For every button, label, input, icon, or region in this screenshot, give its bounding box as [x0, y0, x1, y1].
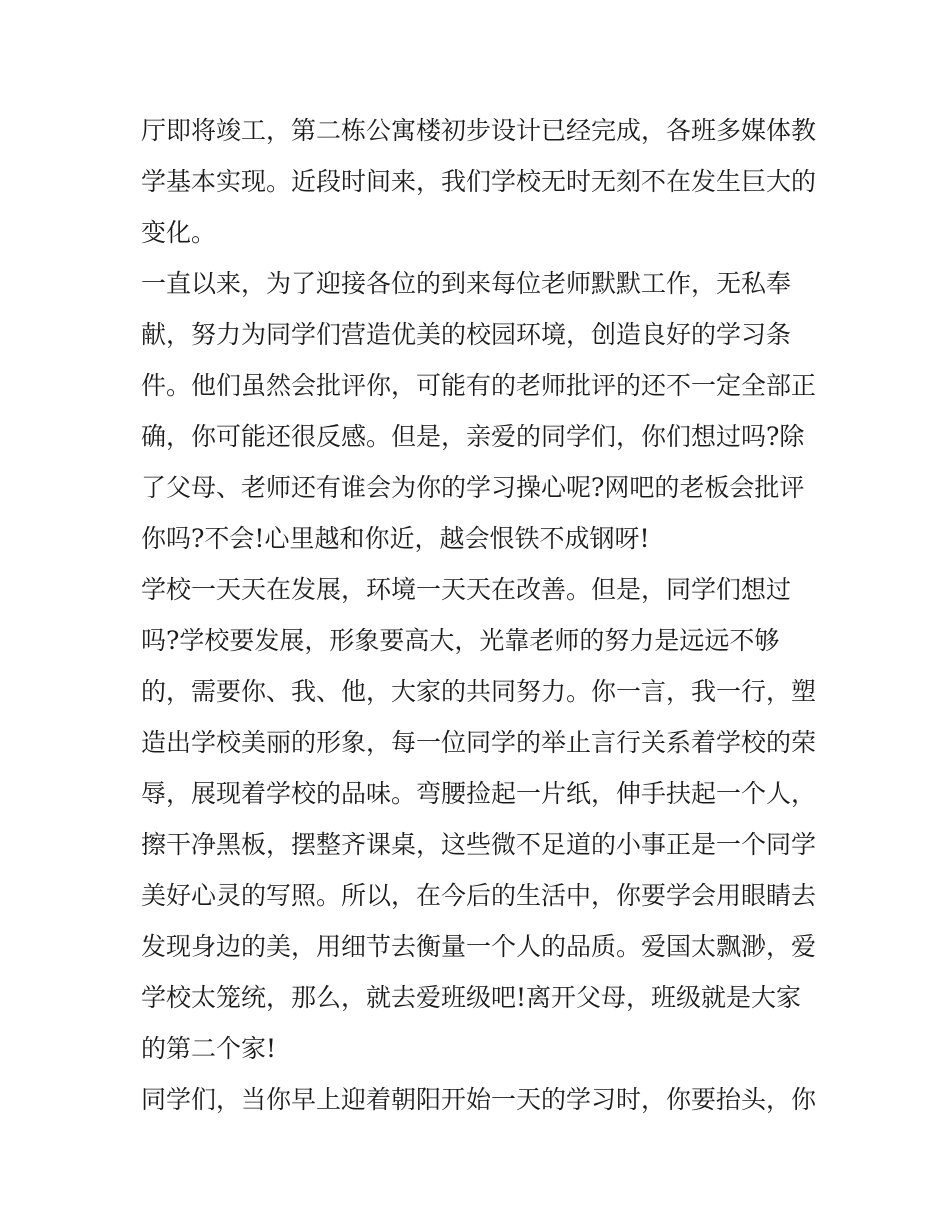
text-line: 辱，展现着学校的品味。弯腰捡起一片纸，伸手扶起一个人，: [141, 779, 817, 808]
text-line: 件。他们虽然会批评你，可能有的老师批评的还不一定全部正: [141, 371, 817, 400]
text-line: 美好心灵的写照。所以，在今后的生活中，你要学会用眼睛去: [141, 881, 817, 910]
text-line: 擦干净黑板，摆整齐课桌，这些微不足道的小事正是一个同学: [141, 830, 817, 859]
text-line: 学校一天天在发展，环境一天天在改善。但是，同学们想过: [141, 575, 792, 604]
text-line: 厅即将竣工，第二栋公寓楼初步设计已经完成，各班多媒体教: [141, 116, 817, 145]
text-line: 变化。: [141, 218, 217, 247]
text-line: 造出学校美丽的形象，每一位同学的举止言行关系着学校的荣: [141, 728, 817, 757]
text-line: 发现身边的美，用细节去衡量一个人的品质。爱国太飘渺，爱: [141, 932, 817, 961]
text-line: 同学们，当你早上迎着朝阳开始一天的学习时，你要抬头，你: [141, 1085, 817, 1114]
text-line: 学校太笼统，那么，就去爱班级吧!离开父母，班级就是大家: [141, 983, 802, 1012]
text-line: 的，需要你、我、他，大家的共同努力。你一言，我一行，塑: [141, 677, 817, 706]
text-line: 了父母、老师还有谁会为你的学习操心呢?网吧的老板会批评: [141, 473, 805, 502]
text-line: 献，努力为同学们营造优美的校园环境，创造良好的学习条: [141, 320, 792, 349]
text-line: 学基本实现。近段时间来，我们学校无时无刻不在发生巨大的: [141, 167, 817, 196]
body-text: [141, 105, 821, 1125]
text-line: 一直以来，为了迎接各位的到来每位老师默默工作，无私奉: [141, 269, 792, 298]
text-line: 确，你可能还很反感。但是，亲爱的同学们，你们想过吗?除: [141, 422, 805, 451]
text-line: 你吗?不会!心里越和你近，越会恨铁不成钢呀!: [141, 524, 650, 553]
text-line: 的第二个家!: [141, 1034, 277, 1063]
text-line: 吗?学校要发展，形象要高大，光靠老师的努力是远远不够: [141, 626, 780, 655]
